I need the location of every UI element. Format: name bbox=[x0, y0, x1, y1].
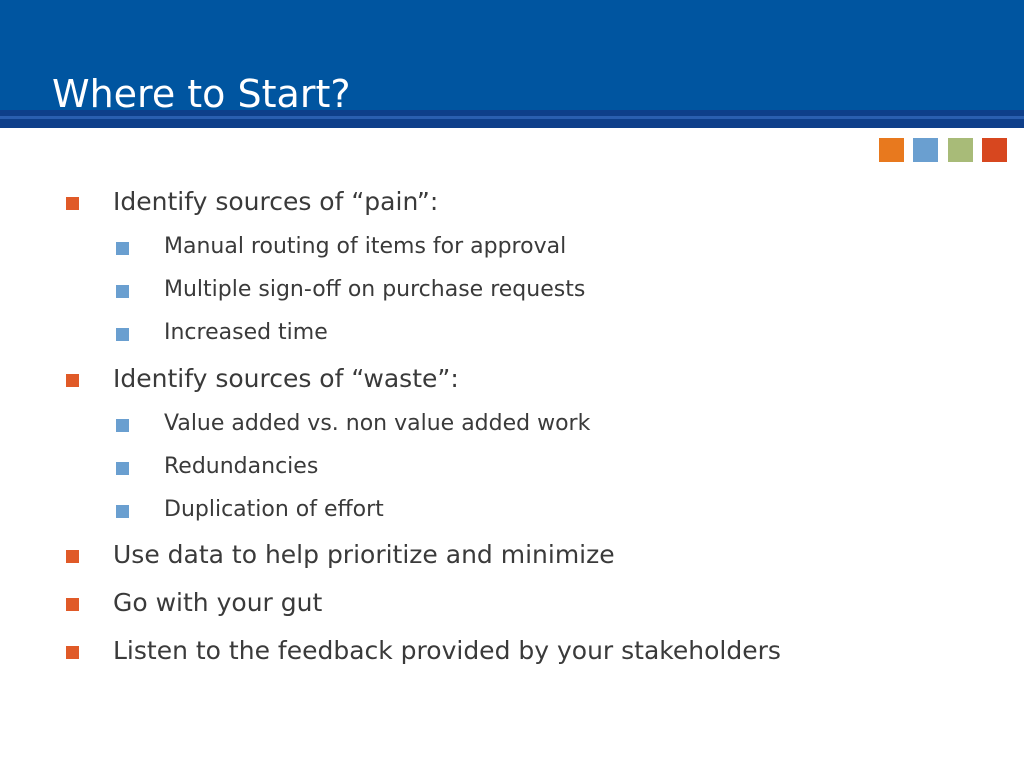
slide-title: Where to Start? bbox=[52, 72, 351, 116]
bullet-item: Go with your gut bbox=[113, 588, 323, 617]
bullet-item: Identify sources of “waste”: bbox=[113, 364, 459, 393]
bullet-marker bbox=[116, 462, 129, 475]
bullet-marker bbox=[116, 242, 129, 255]
bullet-marker bbox=[66, 550, 79, 563]
bullet-marker bbox=[66, 646, 79, 659]
sub-bullet-item: Multiple sign-off on purchase requests bbox=[164, 277, 586, 302]
sub-bullet-item: Duplication of effort bbox=[164, 497, 384, 522]
bullet-marker bbox=[66, 197, 79, 210]
bullet-marker bbox=[116, 419, 129, 432]
bullet-item: Listen to the feedback provided by your stakeholders bbox=[113, 636, 781, 665]
bullet-marker bbox=[66, 598, 79, 611]
bullet-item: Identify sources of “pain”: bbox=[113, 187, 439, 216]
bullet-marker bbox=[116, 328, 129, 341]
bullet-marker bbox=[66, 374, 79, 387]
sub-bullet-item: Manual routing of items for approval bbox=[164, 234, 567, 259]
sub-bullet-item: Increased time bbox=[164, 320, 328, 345]
bullet-marker bbox=[116, 285, 129, 298]
bullet-marker bbox=[116, 505, 129, 518]
sub-bullet-item: Value added vs. non value added work bbox=[164, 411, 591, 436]
bullet-item: Use data to help prioritize and minimize bbox=[113, 540, 615, 569]
sub-bullet-item: Redundancies bbox=[164, 454, 319, 479]
